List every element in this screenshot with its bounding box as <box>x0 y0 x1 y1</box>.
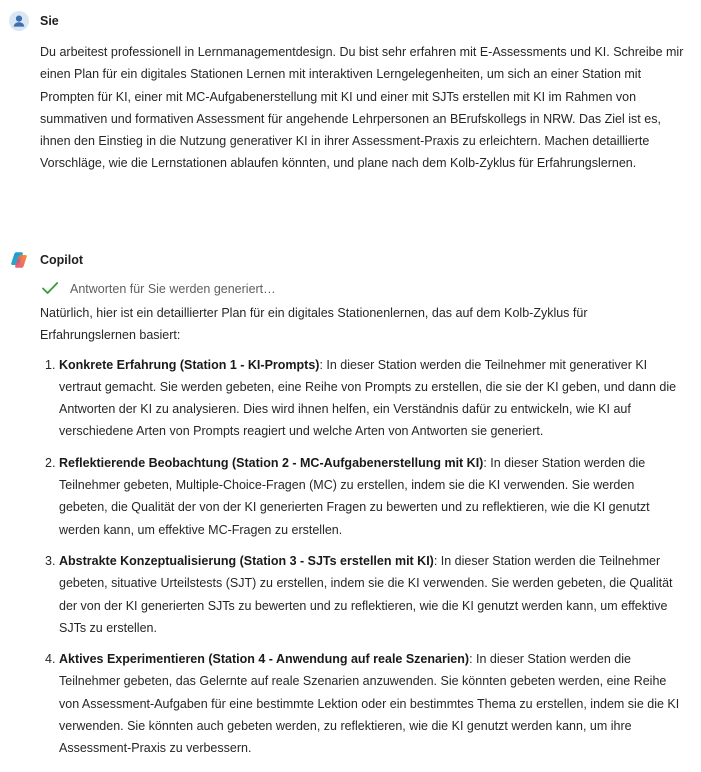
user-message-text: Du arbeitest professionell in Lernmanagementdesign. Du bist sehr erfahren mit E-Assessments und KI. Schreibe mir einen Plan für ein digitales Stationen Lernen mit interaktiven Lerngelegenheiten, um sich an einer Station mit Prompten für KI, einer mit MC-Aufgabenerstellung mit KI und einer mit SJTs erstellen mit KI im Rahmen von summativen und formativen Assessment für angehende Lehrpersonen an BErufskollegs in NRW. Das Ziel ist es, ihnen den Einstieg in die Nutzung generativer KI in ihrer Assessment-Praxis zu erleichtern. Machen detaillierte Vorschläge, wie die Lernstationen ablaufen könnten, und plane nach dem Kolb-Zyklus für Erfahrungslernen. <box>40 45 684 171</box>
list-item-title: Konkrete Erfahrung (Station 1 - KI-Prompts) <box>59 357 320 372</box>
person-icon <box>9 11 29 31</box>
station-plan-list <box>40 354 685 760</box>
copilot-message-header <box>0 249 701 271</box>
list-item-text: : In dieser Station werden die Teilnehmer gebeten, das Gelernte auf reale Szenarien anzuwenden. Sie könnten gebeten werden, eine Reihe von Assessment-Aufgaben für eine bestimmte Lektion oder ein bestimmtes Thema zu erstellen, indem sie die KI verwenden. Sie könnten auch gebeten werden, zu reflektieren, wie die KI genutzt werden kann, um ihre Assessment-Praxis zu verbessern. <box>59 652 680 756</box>
list-item-title: Reflektierende Beobachtung (Station 2 - MC-Aufgabenerstellung mit KI) <box>59 455 484 470</box>
list-item-text: : In dieser Station werden die Teilnehmer mit generativer KI vertraut gemacht. Sie werden gebeten, eine Reihe von Prompts zu erstellen, die sie der KI geben, und dann die Antworten der KI zu analysieren. Dies wird ihnen helfen, ein Verständnis dafür zu entwickeln, wie KI auf verschiedene Arten von Prompts reagiert und welche Arten von Antworten sie generiert. <box>59 357 677 439</box>
copilot-logo-icon <box>9 250 29 270</box>
user-message <box>0 10 701 175</box>
user-author-name: Sie <box>40 14 59 28</box>
list-item-text: : In dieser Station werden die Teilnehmer gebeten, Multiple-Choice-Fragen (MC) zu erstellen, indem sie die KI verwenden. Sie werden gebeten, die Qualität der von der KI generierten Fragen zu bewerten und zu reflektieren, wie die KI genutzt werden kann, um effektive MC-Fragen zu erstellen. <box>59 455 650 537</box>
list-item-text: : In dieser Station werden die Teilnehmer gebeten, situative Urteilstests (SJT) zu erstellen, indem sie die KI verwenden. Sie werden gebeten, die Qualität der von der KI generierten SJTs zu bewerten und zu reflektieren, wie die KI genutzt werden kann, um effektive SJTs zu erstellen. <box>59 553 673 635</box>
list-item-number: 4. <box>45 652 56 667</box>
list-item <box>40 550 685 639</box>
list-item <box>40 452 685 541</box>
list-item <box>40 648 685 759</box>
list-item-title: Aktives Experimentieren (Station 4 - Anwendung auf reale Szenarien) <box>59 652 470 667</box>
generation-status <box>0 278 701 302</box>
list-item-number: 3. <box>45 553 56 568</box>
list-item-number: 1. <box>45 357 56 372</box>
copilot-message <box>0 249 701 769</box>
user-message-header <box>0 10 701 32</box>
list-item-number: 2. <box>45 455 56 470</box>
list-item <box>40 354 685 443</box>
checkmark-icon <box>41 281 59 295</box>
status-text: Antworten für Sie werden generiert… <box>70 282 276 296</box>
list-item-title: Abstrakte Konzeptualisierung (Station 3 - SJTs erstellen mit KI) <box>59 553 434 568</box>
response-intro: Natürlich, hier ist ein detaillierter Plan für ein digitales Stationenlernen, das auf dem Kolb-Zyklus für Erfahrungslernen basiert: <box>40 306 588 343</box>
copilot-author-name: Copilot <box>40 253 84 267</box>
